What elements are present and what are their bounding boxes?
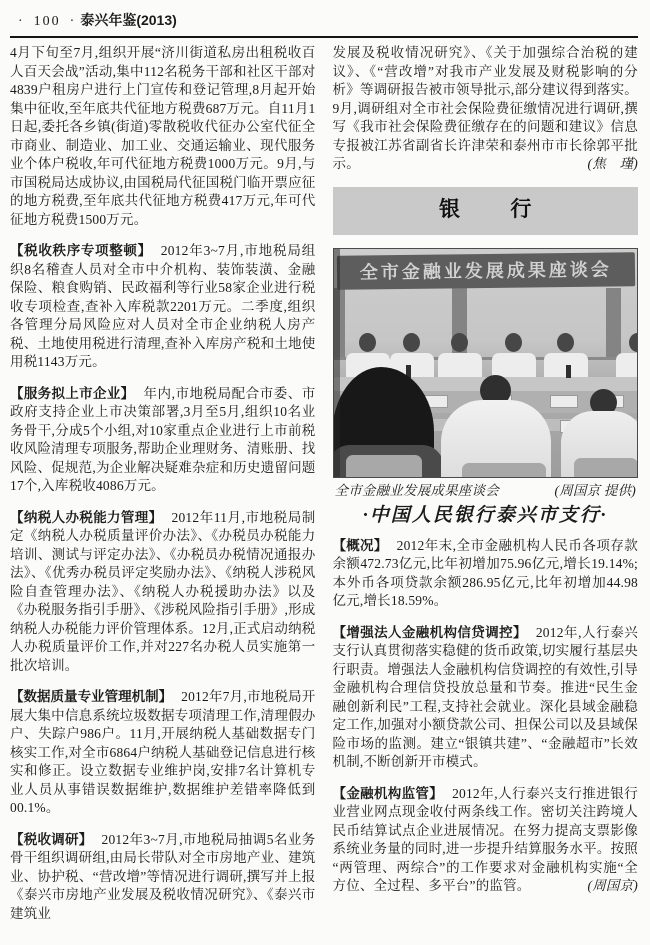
author-byline: (周国京): [587, 878, 638, 893]
entry-paragraph: [10, 242, 316, 372]
chair-back: [574, 458, 638, 478]
photo-caption: 全市金融业发展成果座谈会: [334, 482, 499, 498]
person-torso: [438, 353, 482, 379]
two-column-body: [10, 44, 638, 942]
entry-body: 2012年末,全市金融机构人民币各项存款余额472.73亿元,比年初增加75.96亿元,增长19.14%;本外币各项贷款余额286.95亿元,比年初增加44.98亿元,增长18.59%。: [332, 537, 638, 608]
page-number: · 100 ·: [18, 14, 77, 29]
chair-back: [346, 455, 422, 478]
entry-heading: 【增强法人金融机构信贷调控】: [332, 624, 527, 640]
entry-paragraph: [333, 624, 639, 772]
left-column: [10, 44, 316, 942]
entry-paragraph: [333, 537, 639, 611]
person-head: [505, 333, 522, 352]
person-head: [557, 333, 574, 352]
entry-body: 2012年3~7月,市地税局抽调5名业务骨干组织调研组,由局长带队对全市房地产业、建筑业、协护税、“营改增”等情况进行调研,撰写并上报《泰兴市房地产业发展及税收情况研究》、《泰兴市建筑业: [10, 831, 316, 921]
continuation-paragraph: [333, 44, 639, 174]
entry-heading: 【税收秩序专项整顿】: [10, 243, 152, 258]
entry-heading: 【概况】: [332, 537, 388, 553]
book-title: 泰兴年鉴(2013): [80, 12, 177, 28]
person-head: [359, 333, 376, 352]
person-head: [451, 333, 468, 352]
entry-body: 年内,市地税局配合市委、市政府支持企业上市决策部署,3月至5月,组织10名业务骨干,分成5个小组,对10家重点企业进行上市前税收风险清理专项服务,帮助企业理财务、清账册、找风险、促规范,为企业解决疑难杂症和历史遗留问题17个,入库税收4086万元。: [10, 385, 316, 493]
paragraph-text: 发展及税收情况研究》、《关于加强综合治税的建议》、《“营改增”对我市产业发展及财税影响的分析》等调研报告被市领导批示,部分建议得到落实。9月,调研组对全市社会保险费征缴情况进行调研,撰写《我市社会保险费征缴存在的问题和建议》信息专报被江苏省副省长许津荣和泰州市市长徐郭平批示。: [332, 45, 638, 171]
entry-paragraph: [10, 688, 316, 818]
photo-caption-row: [335, 482, 637, 501]
person-head: [403, 333, 420, 352]
entry-heading: 【金融机构监管】: [332, 785, 444, 801]
author-byline: (焦 瑾): [587, 156, 638, 171]
chair-back: [462, 463, 546, 478]
continuation-paragraph: 4月下旬至7月,组织开展“济川街道私房出租税收百人百天会战”活动,集中112名税务干部和社区干部对4839户租房户进行上门宣传和登记管理,8月起开始集中征收,至年底共代征地方税费687万元。自11月1日起,委托各乡镇(街道)零散税收代征办公室代征全市商业、制造业、加工业、交通运输业、现代服务业个体户税收,年可代征地方税费1000万元。9月,与市国税局达成协议,由国税局代征国税门临开票应征的地方税费,至年底共代征地方税费417万元,年可代征地方税费1500万元。: [10, 45, 316, 227]
entry-body: 2012年7月,市地税局开展大集中信息系统垃圾数据专项清理工作,清理假办户、失踪户986户。11月,开展纳税人基础数据专门核实工作,对全市6864户纳税人基础登记信息进行核实和修正。设立数据专业维护岗,安排7名计算机专业人员从事错误数据维护,数据维护差错率降低到00.1%。: [10, 689, 316, 815]
photo-person: [438, 333, 482, 379]
photo-person: [616, 333, 639, 379]
entry-heading: 【数据质量专业管理机制】: [10, 689, 173, 704]
branch-section-title: ·中国人民银行泰兴市支行·: [362, 505, 608, 526]
entry-body: 2012年,人行泰兴支行推进银行业营业网点现金收付两条线工作。密切关注跨境人民币结算试点企业进展情况。在努力提高支票影像系统业务量的同时,进一步提升结算服务水平。按照“两管理、两综合”的工作要求对金融机构实施“全方位、全过程、多平台”的监管。: [332, 785, 638, 893]
entry-body: 2012年,人行泰兴支行认真贯彻落实稳健的货币政策,切实履行基层央行职责。增强法人金融机构信贷调控的有效性,引导金融机构合理信贷投放总量和节奏。推进“民生金融创新利民”工程,支持社会就业。深化县域金融稳定工作,加强对小额贷款公司、担保公司以及县域保险市场的监测。建立“银镇共建”、“金融超市”长效机制,不断创新开市模式。: [332, 624, 638, 769]
entry-heading: 【服务拟上市企业】: [10, 385, 135, 401]
person-head: [629, 333, 638, 352]
entry-paragraph: [10, 385, 316, 496]
photo-name-card: [550, 395, 578, 408]
entry-paragraph: [333, 785, 639, 896]
entry-paragraph: [10, 509, 316, 676]
photo-credit: (周国京 提供): [554, 482, 636, 498]
water-bottle: [566, 365, 571, 378]
running-head: [10, 6, 638, 38]
entry-body: 2012年11月,市地税局制定《纳税人办税质量评价办法》、《办税员办税能力培训、测试与评定办法》、《办税员办税情况通报办法》、《优秀办税员评定奖励办法》、《纳税人涉税风险自查管理办法》、《纳税人办税援助办法》以及《办税服务指引手册》、《涉税风险指引手册》,形成纳税人办税能力评价管理体系。12月,正式启动纳税人办税质量评价工作,并对227名办税人员实施第一批次培训。: [10, 509, 316, 673]
entry-paragraph: [10, 831, 316, 924]
right-column: [333, 44, 639, 942]
person-torso: [616, 353, 639, 379]
section-title-bank: 银行: [333, 187, 639, 235]
wall-panel-strip: [333, 288, 345, 360]
photo-banner: 全市金融业发展成果座谈会: [336, 252, 634, 290]
meeting-photo: [333, 248, 639, 478]
photo-person: [492, 333, 536, 379]
entry-body: 2012年3~7月,市地税局组织8名稽查人员对全市中介机构、装饰装潢、金融保险、粮食购销、民政福利等行业58家企业进行税收专项检查,查补入库税款2201万元。二季度,组织各管理分局风险应对人员对全市企业纳税人房产税、土地使用税进行清理,查补入库房产税和土地使用税1143万元。: [10, 243, 316, 369]
entry-heading: 【税收调研】: [10, 831, 93, 847]
entry-heading: 【纳税人办税能力管理】: [10, 509, 163, 525]
